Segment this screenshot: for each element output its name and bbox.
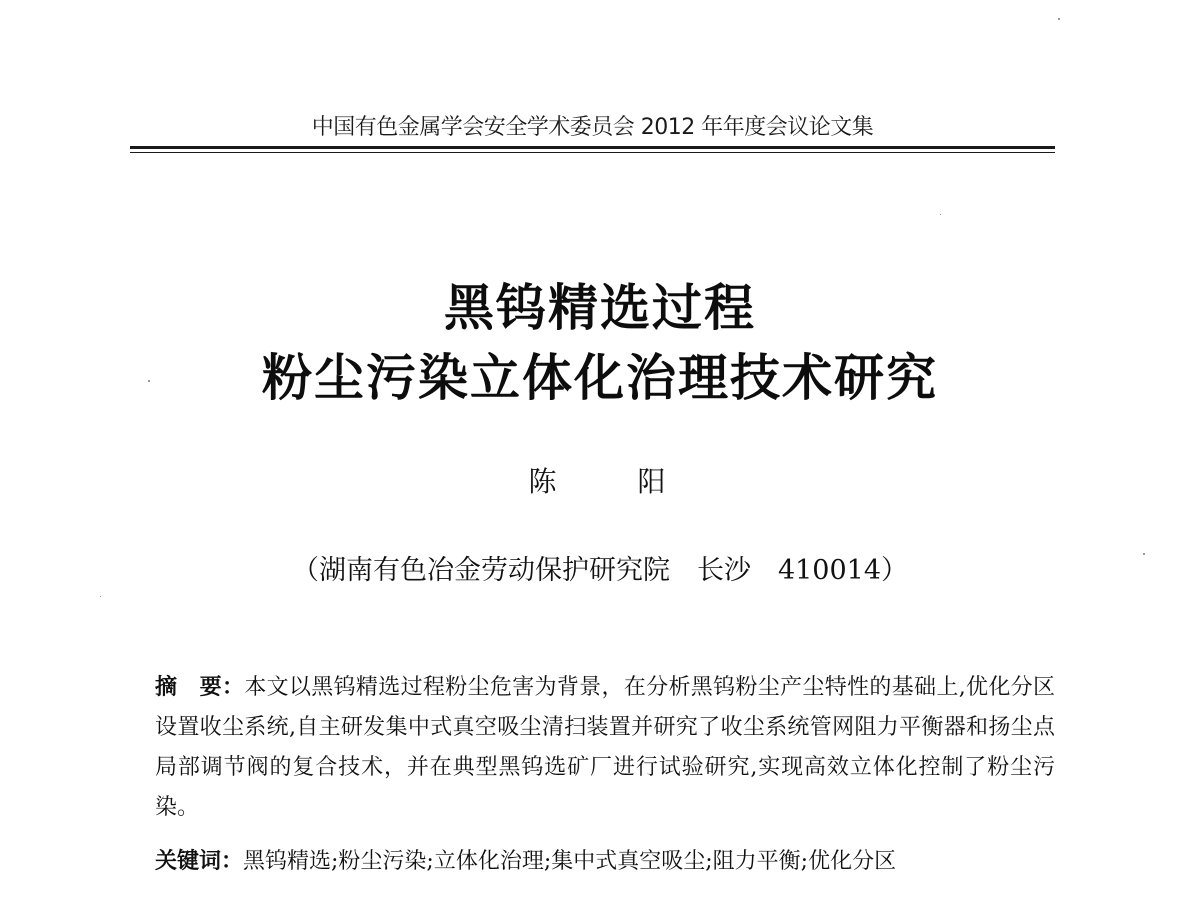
- scan-speck: [148, 380, 150, 382]
- keywords-text: 黑钨精选;粉尘污染;立体化治理;集中式真空吸尘;阻力平衡;优化分区: [243, 849, 897, 874]
- header-rule-thin: [130, 152, 1055, 153]
- running-header: 中国有色金属学会安全学术委员会 2012 年年度会议论文集: [311, 115, 874, 140]
- author-affiliation: （湖南有色冶金劳动保护研究院 长沙 410014）: [291, 555, 909, 586]
- paper-title-line-1: 黑钨精选过程: [444, 279, 756, 337]
- abstract-text: 本文以黑钨精选过程粉尘危害为背景，在分析黑钨粉尘产尘特性的基础上,优化分区设置收尘系统,自主研发集中式真空吸尘清扫装置并研究了收尘系统管网阻力平衡器和扬尘点局部调节阀的复合技术，并在典型黑钨选矿厂进行试验研究,实现高效立体化控制了粉尘污染。: [155, 675, 1055, 820]
- keywords-label: 关键词：: [155, 849, 244, 874]
- paper-title-line-2: 粉尘污染立体化治理技术研究: [262, 349, 938, 407]
- abstract-label: 摘 要：: [155, 675, 245, 700]
- author-name: 陈 阳: [528, 465, 702, 498]
- header-rule-thick: [130, 146, 1055, 149]
- scan-speck: [940, 214, 941, 215]
- scan-speck: [1058, 18, 1060, 20]
- scan-speck: [100, 596, 101, 597]
- keywords-block: [155, 842, 1055, 882]
- scan-speck: [1143, 553, 1145, 555]
- abstract-block: [155, 668, 1055, 828]
